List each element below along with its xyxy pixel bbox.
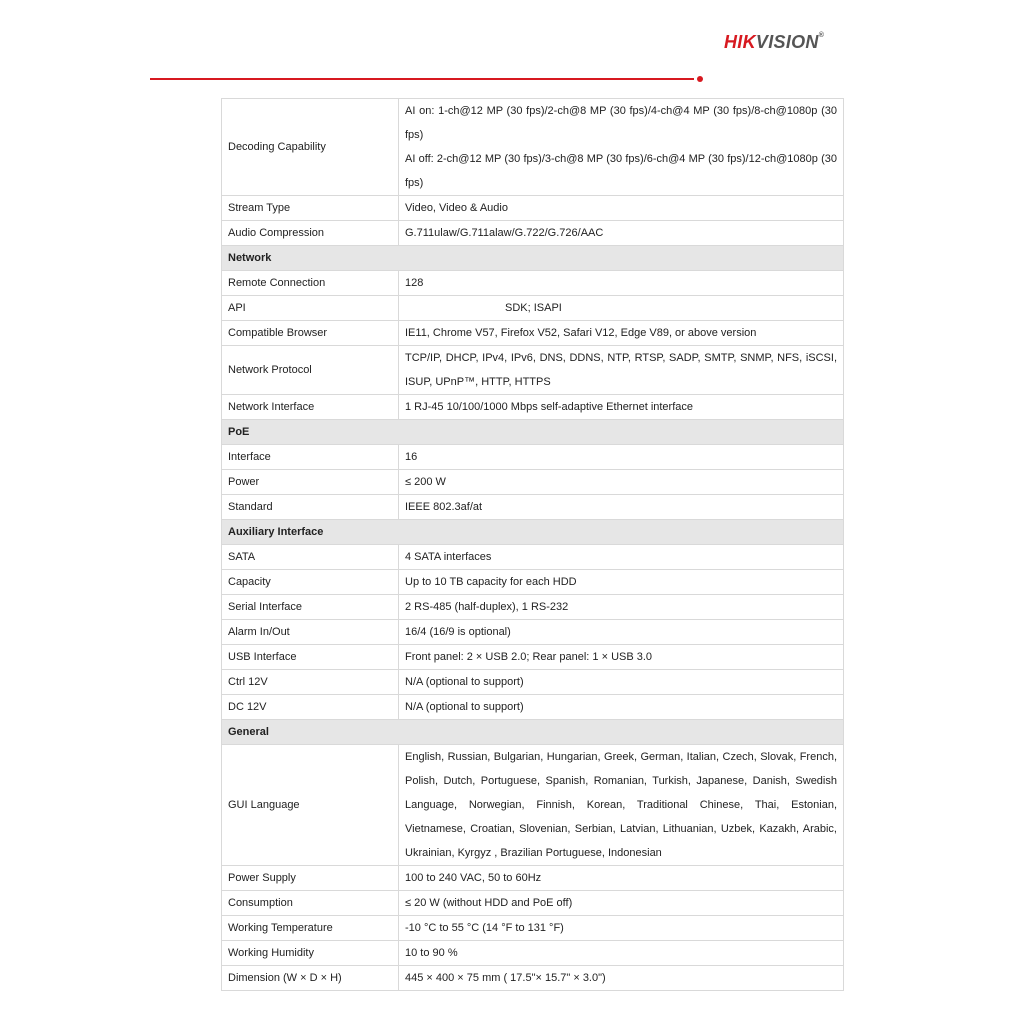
- spec-label: GUI Language: [222, 745, 399, 866]
- section-header-row: [222, 520, 844, 545]
- spec-label: Network Interface: [222, 395, 399, 420]
- spec-value: TCP/IP, DHCP, IPv4, IPv6, DNS, DDNS, NTP, RTSP, SADP, SMTP, SNMP, NFS, iSCSI, ISUP, UPnP™, HTTP, HTTPS: [399, 346, 844, 395]
- spec-value: 10 to 90 %: [399, 941, 844, 966]
- spec-label: Compatible Browser: [222, 321, 399, 346]
- spec-row: [222, 221, 844, 246]
- spec-row: [222, 321, 844, 346]
- spec-row: [222, 745, 844, 866]
- logo-registered-mark: ®: [818, 32, 825, 39]
- section-title: PoE: [222, 420, 844, 445]
- spec-row: [222, 916, 844, 941]
- spec-row: [222, 545, 844, 570]
- spec-row: [222, 645, 844, 670]
- spec-table: [221, 98, 844, 991]
- spec-value: Video, Video & Audio: [399, 196, 844, 221]
- spec-row: [222, 495, 844, 520]
- spec-label: Alarm In/Out: [222, 620, 399, 645]
- spec-label: Remote Connection: [222, 271, 399, 296]
- spec-value: 445 × 400 × 75 mm ( 17.5"× 15.7" × 3.0"): [399, 966, 844, 991]
- spec-value: IE11, Chrome V57, Firefox V52, Safari V12, Edge V89, or above version: [399, 321, 844, 346]
- spec-value: 2 RS-485 (half-duplex), 1 RS-232: [399, 595, 844, 620]
- spec-value: G.711ulaw/G.711alaw/G.722/G.726/AAC: [399, 221, 844, 246]
- spec-row: [222, 941, 844, 966]
- section-title: Auxiliary Interface: [222, 520, 844, 545]
- logo-vision: VISION: [755, 32, 819, 52]
- spec-label: Working Humidity: [222, 941, 399, 966]
- spec-label: Consumption: [222, 891, 399, 916]
- spec-row: [222, 296, 844, 321]
- spec-label: SATA: [222, 545, 399, 570]
- spec-value: ≤ 20 W (without HDD and PoE off): [399, 891, 844, 916]
- spec-row: [222, 395, 844, 420]
- spec-value: SDK; ISAPI: [399, 296, 844, 321]
- spec-value: 100 to 240 VAC, 50 to 60Hz: [399, 866, 844, 891]
- hikvision-logo: [724, 32, 824, 53]
- spec-label: Dimension (W × D × H): [222, 966, 399, 991]
- spec-value: 128: [399, 271, 844, 296]
- section-header-row: [222, 720, 844, 745]
- spec-row: [222, 346, 844, 395]
- spec-label: Audio Compression: [222, 221, 399, 246]
- spec-label: API: [222, 296, 399, 321]
- spec-value: Front panel: 2 × USB 2.0; Rear panel: 1 × USB 3.0: [399, 645, 844, 670]
- spec-value-line: AI on: 1-ch@12 MP (30 fps)/2-ch@8 MP (30 fps)/4-ch@4 MP (30 fps)/8-ch@1080p (30 fps): [405, 105, 837, 141]
- spec-row: [222, 891, 844, 916]
- section-header-row: [222, 420, 844, 445]
- spec-value: 16: [399, 445, 844, 470]
- spec-label: Stream Type: [222, 196, 399, 221]
- spec-label: Capacity: [222, 570, 399, 595]
- spec-row: [222, 966, 844, 991]
- spec-label: Standard: [222, 495, 399, 520]
- spec-label: Working Temperature: [222, 916, 399, 941]
- header-divider-dot: [697, 76, 703, 82]
- spec-row: [222, 670, 844, 695]
- spec-value-line: AI off: 2-ch@12 MP (30 fps)/3-ch@8 MP (30 fps)/6-ch@4 MP (30 fps)/12-ch@1080p (30 fps): [405, 153, 837, 189]
- spec-row: [222, 271, 844, 296]
- spec-row: [222, 470, 844, 495]
- spec-value: IEEE 802.3af/at: [399, 495, 844, 520]
- spec-value: N/A (optional to support): [399, 670, 844, 695]
- spec-row: [222, 196, 844, 221]
- spec-label: Power: [222, 470, 399, 495]
- spec-value: N/A (optional to support): [399, 695, 844, 720]
- section-header-row: [222, 246, 844, 271]
- spec-label: DC 12V: [222, 695, 399, 720]
- spec-value: 4 SATA interfaces: [399, 545, 844, 570]
- spec-row: [222, 445, 844, 470]
- spec-value: 16/4 (16/9 is optional): [399, 620, 844, 645]
- spec-table-body: [222, 99, 844, 991]
- spec-row: [222, 99, 844, 196]
- spec-value: 1 RJ-45 10/100/1000 Mbps self-adaptive Ethernet interface: [399, 395, 844, 420]
- spec-row: [222, 570, 844, 595]
- spec-value: Up to 10 TB capacity for each HDD: [399, 570, 844, 595]
- spec-value: ≤ 200 W: [399, 470, 844, 495]
- spec-label: Interface: [222, 445, 399, 470]
- spec-label: Power Supply: [222, 866, 399, 891]
- spec-label: Decoding Capability: [222, 99, 399, 196]
- spec-value: -10 °C to 55 °C (14 °F to 131 °F): [399, 916, 844, 941]
- spec-row: [222, 866, 844, 891]
- logo-hik: HIK: [724, 32, 756, 52]
- spec-label: Serial Interface: [222, 595, 399, 620]
- spec-row: [222, 620, 844, 645]
- spec-row: [222, 695, 844, 720]
- spec-value: English, Russian, Bulgarian, Hungarian, Greek, German, Italian, Czech, Slovak, French, Polish, Dutch, Portuguese, Spanish, Romanian, Turkish, Japanese, Danish, Swedish Language, Norwegian, Finnish, Korean, Traditional Chinese, Thai, Estonian, Vietnamese, Croatian, Slovenian, Serbian, Latvian, Lithuanian, Uzbek, Kazakh, Arabic, Ukrainian, Kyrgyz , Brazilian Portuguese, Indonesian: [399, 745, 844, 866]
- spec-label: Network Protocol: [222, 346, 399, 395]
- section-title: General: [222, 720, 844, 745]
- header-divider: [150, 78, 694, 80]
- spec-label: USB Interface: [222, 645, 399, 670]
- spec-value: [399, 99, 844, 196]
- spec-label: Ctrl 12V: [222, 670, 399, 695]
- spec-row: [222, 595, 844, 620]
- section-title: Network: [222, 246, 844, 271]
